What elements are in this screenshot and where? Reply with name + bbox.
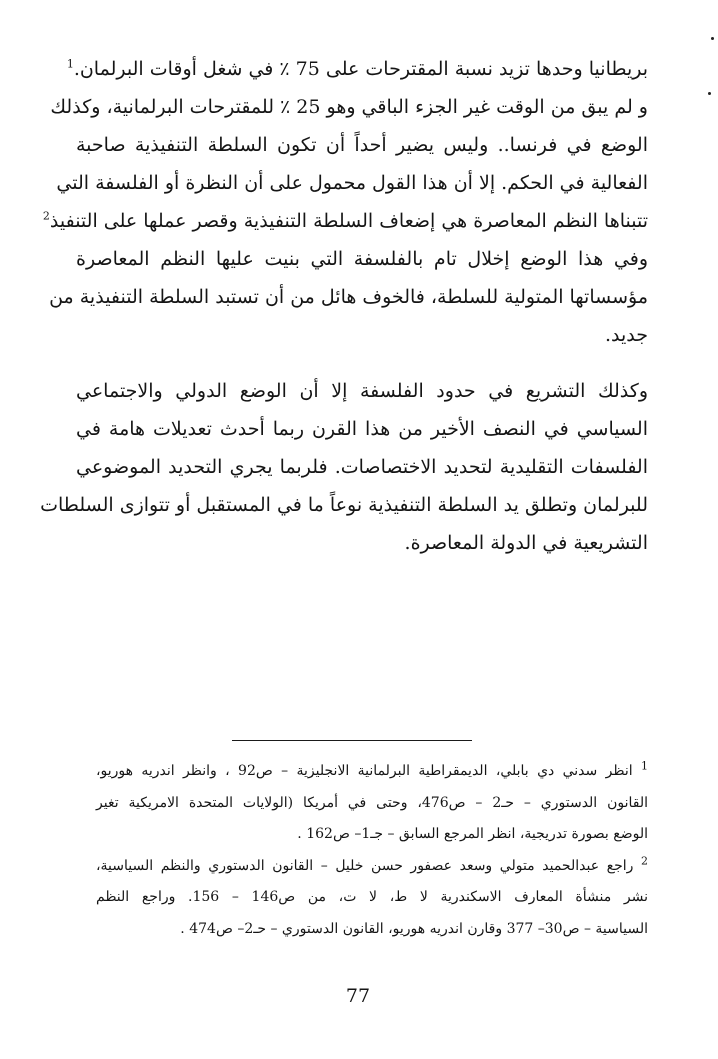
text-line: وكذلك التشريع في حدود الفلسفة إلا أن الوضع الدولي والاجتماعي [76, 380, 648, 402]
footnote-marker-1: 1 [641, 759, 648, 773]
scan-speck [711, 37, 714, 40]
footnote-2 [96, 851, 648, 946]
text-line: السياسي في النصف الأخير من هذا القرن ربما أحدث تعديلات هامة في [76, 418, 648, 440]
main-text [40, 50, 648, 562]
paragraph-2 [40, 372, 648, 562]
text-line: التشريعية في الدولة المعاصرة. [404, 532, 648, 554]
text-line: الفعالية في الحكم. إلا أن هذا القول محمول على أن النظرة أو الفلسفة التي [56, 172, 648, 194]
footnote-1 [96, 756, 648, 851]
footnote-ref-1[interactable]: 1 [66, 57, 74, 71]
text-line [66, 50, 648, 88]
paragraph-1 [42, 50, 648, 354]
line-text: تتبناها النظم المعاصرة هي إضعاف السلطة التنفيذية وقصر عملها على التنفيذ [49, 210, 648, 232]
text-line [42, 202, 648, 240]
text-line: و لم يبق من الوقت غير الجزء الباقي وهو 25 ٪ للمقترحات البرلمانية، وكذلك [50, 96, 648, 118]
footnote-line: السياسية – ص30– 377 وقارن اندريه هوريو، القانون الدستوري – حـ2– ص474 . [180, 920, 648, 937]
page-number: 77 [345, 985, 371, 1007]
footnote-line: نشر منشأة المعارف الاسكندرية لا ط، لا ت، من ص146 – 156. وراجع النظم [96, 889, 648, 905]
footnote-text: راجع عبدالحميد متولي وسعد عصفور حسن خليل – القانون الدستوري والنظم السياسية، [96, 857, 634, 874]
text-line: للبرلمان وتطلق يد السلطة التنفيذية نوعاً ما في المستقبل أو تتوازى السلطات [40, 494, 648, 516]
footnote-line [96, 851, 648, 883]
text-line: وفي هذا الوضع إخلال تام بالفلسفة التي بنيت عليها النظم المعاصرة [76, 248, 648, 270]
footnote-divider [232, 740, 472, 741]
text-line: الفلسفات التقليدية لتحديد الاختصاصات. فلربما يجري التحديد الموضوعي [76, 456, 648, 478]
text-line: جديد. [604, 324, 648, 346]
footnote-line: القانون الدستوري – حـ2 – ص476، وحتى في أمريكا (الولايات المتحدة الامريكية تغير [96, 794, 649, 811]
line-text: بريطانيا وحدها تزيد نسبة المقترحات على 75 ٪ في شغل أوقات البرلمان. [73, 58, 648, 80]
footnotes [96, 756, 648, 945]
footnote-line: الوضع بصورة تدريجية، انظر المرجع السابق – جـ1– ص162 . [297, 826, 648, 842]
footnote-ref-2[interactable]: 2 [42, 209, 50, 223]
footnote-line [96, 756, 648, 788]
footnote-text: انظر سدني دي بابلي، الديمقراطية البرلمانية الانجليزية – ص92 ، وانظر اندريه هوريو، [96, 763, 633, 779]
text-line: مؤسساتها المتولية للسلطة، فالخوف هائل من أن تستبد السلطة التنفيذية من [49, 286, 648, 308]
footnote-marker-2: 2 [641, 853, 648, 867]
text-line: الوضع في فرنسا.. وليس يضير أحداً أن تكون السلطة التنفيذية صاحبة [76, 134, 648, 156]
scan-speck [708, 92, 711, 95]
